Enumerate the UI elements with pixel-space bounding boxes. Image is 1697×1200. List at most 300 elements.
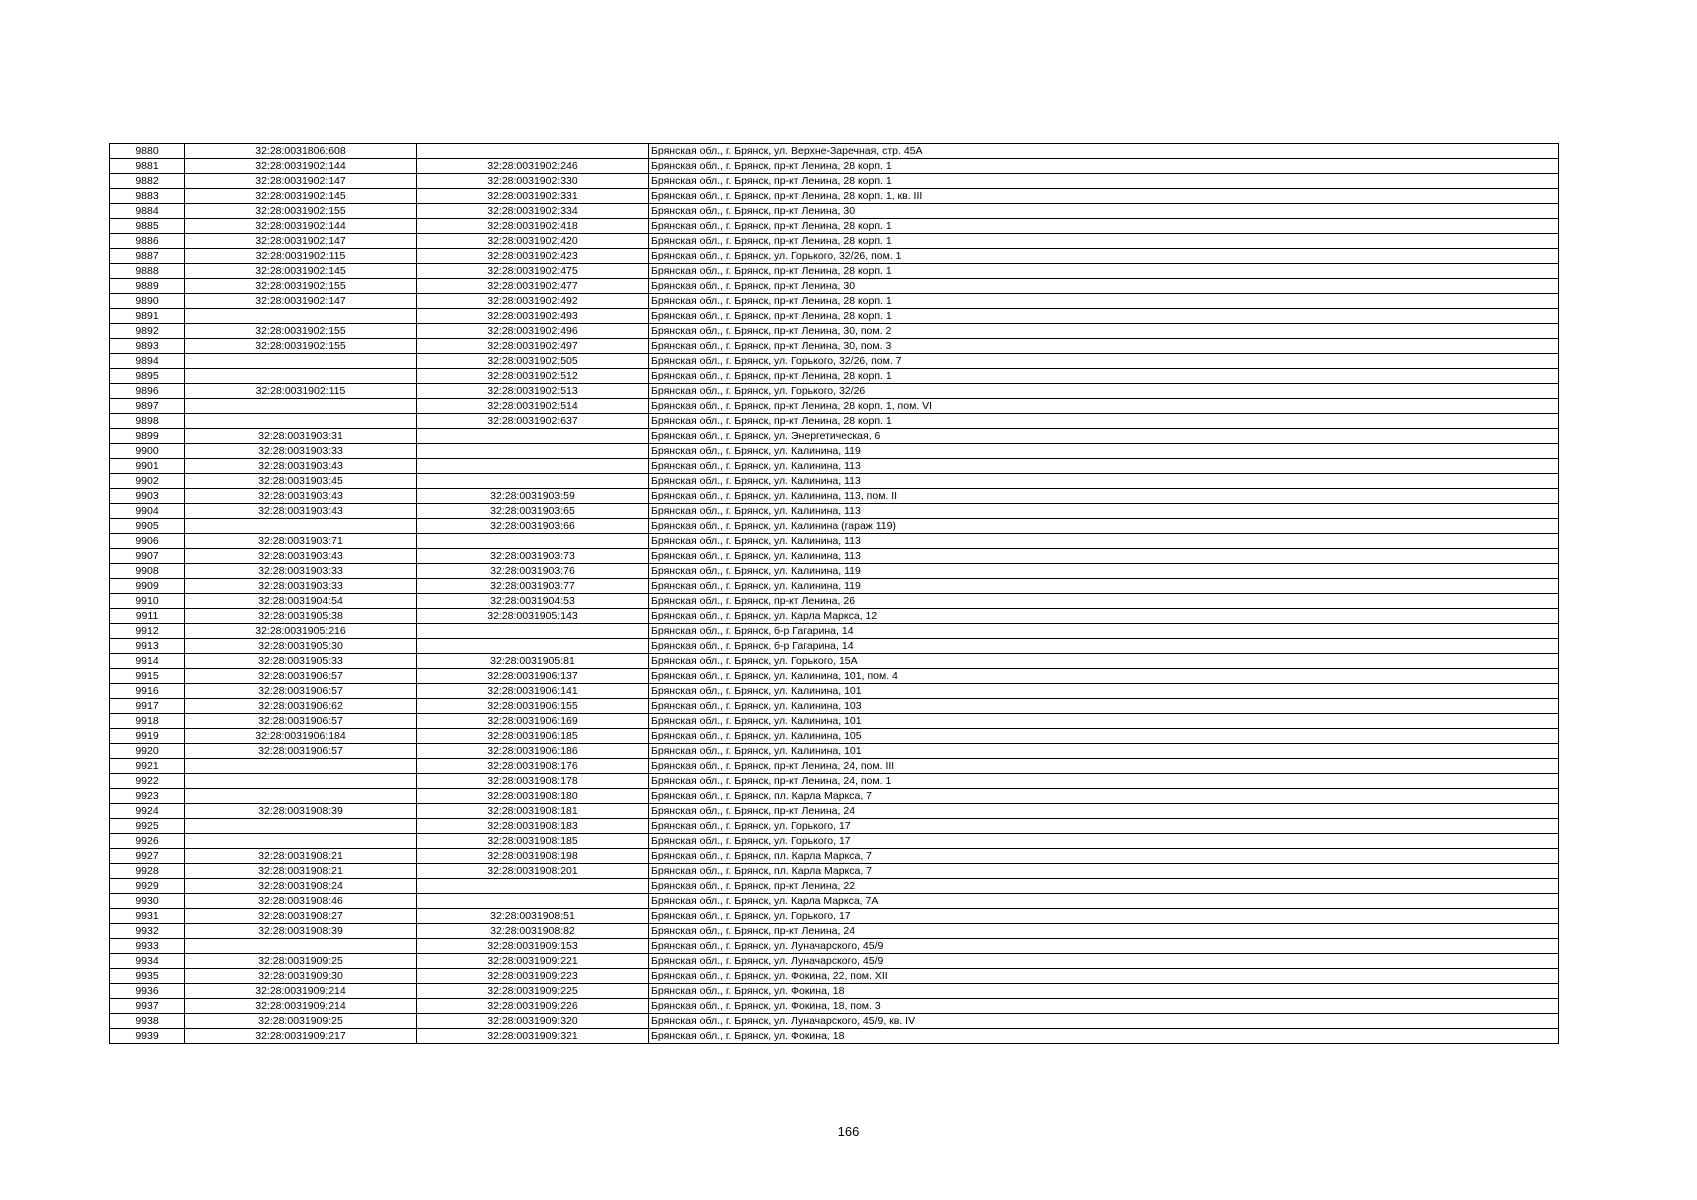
land-cadastral-number-cell: 32:28:0031909:214: [185, 999, 417, 1014]
address-cell: Брянская обл., г. Брянск, ул. Калинина, 119: [649, 444, 1559, 459]
land-cadastral-number-cell: 32:28:0031908:39: [185, 924, 417, 939]
land-cadastral-number-cell: 32:28:0031902:144: [185, 219, 417, 234]
address-cell: Брянская обл., г. Брянск, пл. Карла Маркса, 7: [649, 789, 1559, 804]
land-cadastral-number-cell: 32:28:0031906:57: [185, 744, 417, 759]
land-cadastral-number-cell: 32:28:0031902:155: [185, 204, 417, 219]
address-cell: Брянская обл., г. Брянск, пр-кт Ленина, 28 корп. 1, пом. VI: [649, 399, 1559, 414]
address-cell: Брянская обл., г. Брянск, пр-кт Ленина, 28 корп. 1: [649, 369, 1559, 384]
object-cadastral-number-cell: 32:28:0031902:420: [417, 234, 649, 249]
address-cell: Брянская обл., г. Брянск, ул. Фокина, 18: [649, 1029, 1559, 1044]
row-number-cell: 9935: [110, 969, 185, 984]
address-cell: Брянская обл., г. Брянск, ул. Карла Маркса, 7А: [649, 894, 1559, 909]
object-cadastral-number-cell: 32:28:0031902:512: [417, 369, 649, 384]
address-cell: Брянская обл., г. Брянск, ул. Калинина, 113: [649, 474, 1559, 489]
table-row: [110, 759, 1559, 774]
table-row: [110, 894, 1559, 909]
land-cadastral-number-cell: 32:28:0031903:71: [185, 534, 417, 549]
object-cadastral-number-cell: 32:28:0031906:155: [417, 699, 649, 714]
address-cell: Брянская обл., г. Брянск, ул. Горького, 17: [649, 909, 1559, 924]
object-cadastral-number-cell: 32:28:0031902:492: [417, 294, 649, 309]
address-cell: Брянская обл., г. Брянск, пр-кт Ленина, 28 корп. 1: [649, 309, 1559, 324]
table-row: [110, 654, 1559, 669]
object-cadastral-number-cell: 32:28:0031902:330: [417, 174, 649, 189]
table-row: [110, 669, 1559, 684]
table-row: [110, 339, 1559, 354]
land-cadastral-number-cell: 32:28:0031909:30: [185, 969, 417, 984]
object-cadastral-number-cell: [417, 639, 649, 654]
address-cell: Брянская обл., г. Брянск, ул. Горького, 15А: [649, 654, 1559, 669]
row-number-cell: 9910: [110, 594, 185, 609]
object-cadastral-number-cell: 32:28:0031902:334: [417, 204, 649, 219]
table-row: [110, 684, 1559, 699]
object-cadastral-number-cell: 32:28:0031902:497: [417, 339, 649, 354]
table-row: [110, 939, 1559, 954]
table-row: [110, 354, 1559, 369]
row-number-cell: 9926: [110, 834, 185, 849]
object-cadastral-number-cell: 32:28:0031908:185: [417, 834, 649, 849]
land-cadastral-number-cell: 32:28:0031908:46: [185, 894, 417, 909]
row-number-cell: 9929: [110, 879, 185, 894]
land-cadastral-number-cell: 32:28:0031909:217: [185, 1029, 417, 1044]
row-number-cell: 9915: [110, 669, 185, 684]
object-cadastral-number-cell: 32:28:0031902:475: [417, 264, 649, 279]
land-cadastral-number-cell: [185, 819, 417, 834]
land-cadastral-number-cell: [185, 774, 417, 789]
table-row: [110, 744, 1559, 759]
table-row: [110, 309, 1559, 324]
table-row: [110, 279, 1559, 294]
object-cadastral-number-cell: 32:28:0031909:320: [417, 1014, 649, 1029]
object-cadastral-number-cell: 32:28:0031906:137: [417, 669, 649, 684]
land-cadastral-number-cell: 32:28:0031906:57: [185, 714, 417, 729]
table-row: [110, 189, 1559, 204]
land-cadastral-number-cell: 32:28:0031902:155: [185, 339, 417, 354]
object-cadastral-number-cell: 32:28:0031909:321: [417, 1029, 649, 1044]
land-cadastral-number-cell: 32:28:0031902:147: [185, 234, 417, 249]
row-number-cell: 9914: [110, 654, 185, 669]
table-row: [110, 1029, 1559, 1044]
address-cell: Брянская обл., г. Брянск, пр-кт Ленина, 28 корп. 1, кв. III: [649, 189, 1559, 204]
address-cell: Брянская обл., г. Брянск, пр-кт Ленина, 28 корп. 1: [649, 414, 1559, 429]
table-row: [110, 204, 1559, 219]
row-number-cell: 9924: [110, 804, 185, 819]
table-row: [110, 1014, 1559, 1029]
land-cadastral-number-cell: 32:28:0031902:155: [185, 324, 417, 339]
table-row: [110, 294, 1559, 309]
table-row: [110, 369, 1559, 384]
row-number-cell: 9900: [110, 444, 185, 459]
object-cadastral-number-cell: 32:28:0031902:418: [417, 219, 649, 234]
object-cadastral-number-cell: 32:28:0031906:169: [417, 714, 649, 729]
address-cell: Брянская обл., г. Брянск, ул. Луначарского, 45/9, кв. IV: [649, 1014, 1559, 1029]
row-number-cell: 9903: [110, 489, 185, 504]
table-row: [110, 549, 1559, 564]
land-cadastral-number-cell: [185, 399, 417, 414]
land-cadastral-number-cell: 32:28:0031902:147: [185, 174, 417, 189]
table-row: [110, 399, 1559, 414]
land-cadastral-number-cell: [185, 939, 417, 954]
table-row: [110, 504, 1559, 519]
table-row: [110, 699, 1559, 714]
object-cadastral-number-cell: 32:28:0031902:493: [417, 309, 649, 324]
object-cadastral-number-cell: 32:28:0031908:82: [417, 924, 649, 939]
land-cadastral-number-cell: 32:28:0031902:145: [185, 264, 417, 279]
object-cadastral-number-cell: [417, 444, 649, 459]
object-cadastral-number-cell: 32:28:0031908:51: [417, 909, 649, 924]
land-cadastral-number-cell: [185, 414, 417, 429]
address-cell: Брянская обл., г. Брянск, пр-кт Ленина, 30, пом. 3: [649, 339, 1559, 354]
address-cell: Брянская обл., г. Брянск, ул. Калинина (гараж 119): [649, 519, 1559, 534]
table-row: [110, 519, 1559, 534]
row-number-cell: 9920: [110, 744, 185, 759]
row-number-cell: 9930: [110, 894, 185, 909]
table-row: [110, 969, 1559, 984]
row-number-cell: 9882: [110, 174, 185, 189]
address-cell: Брянская обл., г. Брянск, пр-кт Ленина, 28 корп. 1: [649, 159, 1559, 174]
table-row: [110, 534, 1559, 549]
address-cell: Брянская обл., г. Брянск, пр-кт Ленина, 30: [649, 204, 1559, 219]
land-cadastral-number-cell: 32:28:0031905:33: [185, 654, 417, 669]
land-cadastral-number-cell: 32:28:0031903:33: [185, 564, 417, 579]
object-cadastral-number-cell: 32:28:0031902:637: [417, 414, 649, 429]
table-row: [110, 159, 1559, 174]
land-cadastral-number-cell: 32:28:0031902:115: [185, 249, 417, 264]
address-cell: Брянская обл., г. Брянск, б-р Гагарина, 14: [649, 624, 1559, 639]
land-cadastral-number-cell: 32:28:0031908:21: [185, 849, 417, 864]
address-cell: Брянская обл., г. Брянск, ул. Калинина, 101, пом. 4: [649, 669, 1559, 684]
object-cadastral-number-cell: 32:28:0031902:246: [417, 159, 649, 174]
object-cadastral-number-cell: 32:28:0031906:185: [417, 729, 649, 744]
land-cadastral-number-cell: 32:28:0031903:43: [185, 489, 417, 504]
row-number-cell: 9912: [110, 624, 185, 639]
land-cadastral-number-cell: 32:28:0031806:608: [185, 144, 417, 159]
land-cadastral-number-cell: 32:28:0031905:30: [185, 639, 417, 654]
object-cadastral-number-cell: 32:28:0031908:181: [417, 804, 649, 819]
page-number: 166: [837, 1124, 860, 1139]
object-cadastral-number-cell: 32:28:0031903:77: [417, 579, 649, 594]
row-number-cell: 9933: [110, 939, 185, 954]
row-number-cell: 9932: [110, 924, 185, 939]
table-row: [110, 249, 1559, 264]
address-cell: Брянская обл., г. Брянск, ул. Калинина, 113: [649, 549, 1559, 564]
object-cadastral-number-cell: 32:28:0031908:183: [417, 819, 649, 834]
land-cadastral-number-cell: 32:28:0031906:62: [185, 699, 417, 714]
row-number-cell: 9889: [110, 279, 185, 294]
table-row: [110, 594, 1559, 609]
row-number-cell: 9918: [110, 714, 185, 729]
land-cadastral-number-cell: [185, 789, 417, 804]
address-cell: Брянская обл., г. Брянск, ул. Фокина, 18, пом. 3: [649, 999, 1559, 1014]
table-row: [110, 624, 1559, 639]
land-cadastral-number-cell: 32:28:0031909:214: [185, 984, 417, 999]
table-row: [110, 909, 1559, 924]
row-number-cell: 9904: [110, 504, 185, 519]
row-number-cell: 9897: [110, 399, 185, 414]
land-cadastral-number-cell: 32:28:0031903:33: [185, 444, 417, 459]
address-cell: Брянская обл., г. Брянск, пр-кт Ленина, 24: [649, 924, 1559, 939]
address-cell: Брянская обл., г. Брянск, ул. Горького, 17: [649, 819, 1559, 834]
object-cadastral-number-cell: 32:28:0031909:223: [417, 969, 649, 984]
row-number-cell: 9913: [110, 639, 185, 654]
land-cadastral-number-cell: 32:28:0031908:24: [185, 879, 417, 894]
object-cadastral-number-cell: [417, 879, 649, 894]
land-cadastral-number-cell: [185, 309, 417, 324]
address-cell: Брянская обл., г. Брянск, ул. Калинина, 119: [649, 564, 1559, 579]
address-cell: Брянская обл., г. Брянск, ул. Луначарского, 45/9: [649, 954, 1559, 969]
address-cell: Брянская обл., г. Брянск, пр-кт Ленина, 28 корп. 1: [649, 174, 1559, 189]
address-cell: Брянская обл., г. Брянск, ул. Горького, 17: [649, 834, 1559, 849]
object-cadastral-number-cell: 32:28:0031908:180: [417, 789, 649, 804]
row-number-cell: 9934: [110, 954, 185, 969]
object-cadastral-number-cell: 32:28:0031902:423: [417, 249, 649, 264]
row-number-cell: 9908: [110, 564, 185, 579]
row-number-cell: 9931: [110, 909, 185, 924]
object-cadastral-number-cell: 32:28:0031903:59: [417, 489, 649, 504]
land-cadastral-number-cell: 32:28:0031905:38: [185, 609, 417, 624]
table-row: [110, 234, 1559, 249]
address-cell: Брянская обл., г. Брянск, пр-кт Ленина, 24: [649, 804, 1559, 819]
address-cell: Брянская обл., г. Брянск, ул. Горького, 32/26, пом. 7: [649, 354, 1559, 369]
table-row: [110, 864, 1559, 879]
address-cell: Брянская обл., г. Брянск, ул. Калинина, 101: [649, 714, 1559, 729]
table-row: [110, 324, 1559, 339]
land-cadastral-number-cell: [185, 369, 417, 384]
row-number-cell: 9917: [110, 699, 185, 714]
table-row: [110, 609, 1559, 624]
land-cadastral-number-cell: 32:28:0031906:57: [185, 684, 417, 699]
object-cadastral-number-cell: [417, 459, 649, 474]
table-row: [110, 834, 1559, 849]
land-cadastral-number-cell: 32:28:0031903:31: [185, 429, 417, 444]
object-cadastral-number-cell: 32:28:0031903:65: [417, 504, 649, 519]
land-cadastral-number-cell: 32:28:0031903:43: [185, 459, 417, 474]
object-cadastral-number-cell: 32:28:0031909:226: [417, 999, 649, 1014]
land-cadastral-number-cell: 32:28:0031906:184: [185, 729, 417, 744]
table-row: [110, 414, 1559, 429]
table-row: [110, 564, 1559, 579]
address-cell: Брянская обл., г. Брянск, ул. Фокина, 22, пом. XII: [649, 969, 1559, 984]
table-row: [110, 804, 1559, 819]
table-row: [110, 459, 1559, 474]
object-cadastral-number-cell: 32:28:0031902:505: [417, 354, 649, 369]
object-cadastral-number-cell: [417, 894, 649, 909]
address-cell: Брянская обл., г. Брянск, ул. Карла Маркса, 12: [649, 609, 1559, 624]
row-number-cell: 9881: [110, 159, 185, 174]
object-cadastral-number-cell: 32:28:0031908:198: [417, 849, 649, 864]
address-cell: Брянская обл., г. Брянск, пр-кт Ленина, 26: [649, 594, 1559, 609]
address-cell: Брянская обл., г. Брянск, ул. Калинина, 105: [649, 729, 1559, 744]
address-cell: Брянская обл., г. Брянск, ул. Калинина, 113: [649, 504, 1559, 519]
object-cadastral-number-cell: [417, 534, 649, 549]
address-cell: Брянская обл., г. Брянск, пр-кт Ленина, 28 корп. 1: [649, 264, 1559, 279]
row-number-cell: 9906: [110, 534, 185, 549]
row-number-cell: 9936: [110, 984, 185, 999]
object-cadastral-number-cell: 32:28:0031903:66: [417, 519, 649, 534]
row-number-cell: 9922: [110, 774, 185, 789]
table-row: [110, 954, 1559, 969]
address-cell: Брянская обл., г. Брянск, б-р Гагарина, 14: [649, 639, 1559, 654]
row-number-cell: 9886: [110, 234, 185, 249]
row-number-cell: 9885: [110, 219, 185, 234]
object-cadastral-number-cell: 32:28:0031904:53: [417, 594, 649, 609]
address-cell: Брянская обл., г. Брянск, ул. Калинина, 101: [649, 684, 1559, 699]
row-number-cell: 9898: [110, 414, 185, 429]
address-cell: Брянская обл., г. Брянск, ул. Калинина, 113: [649, 534, 1559, 549]
table-row: [110, 819, 1559, 834]
object-cadastral-number-cell: [417, 429, 649, 444]
address-cell: Брянская обл., г. Брянск, ул. Калинина, 113, пом. II: [649, 489, 1559, 504]
object-cadastral-number-cell: 32:28:0031906:186: [417, 744, 649, 759]
row-number-cell: 9895: [110, 369, 185, 384]
table-row: [110, 879, 1559, 894]
land-cadastral-number-cell: 32:28:0031908:27: [185, 909, 417, 924]
address-cell: Брянская обл., г. Брянск, ул. Энергетическая, 6: [649, 429, 1559, 444]
table-row: [110, 639, 1559, 654]
table-row: [110, 174, 1559, 189]
object-cadastral-number-cell: 32:28:0031909:221: [417, 954, 649, 969]
table-row: [110, 984, 1559, 999]
row-number-cell: 9888: [110, 264, 185, 279]
object-cadastral-number-cell: 32:28:0031902:331: [417, 189, 649, 204]
address-cell: Брянская обл., г. Брянск, ул. Калинина, 103: [649, 699, 1559, 714]
object-cadastral-number-cell: [417, 474, 649, 489]
row-number-cell: 9899: [110, 429, 185, 444]
land-cadastral-number-cell: [185, 519, 417, 534]
object-cadastral-number-cell: 32:28:0031909:225: [417, 984, 649, 999]
land-cadastral-number-cell: [185, 834, 417, 849]
table-row: [110, 219, 1559, 234]
address-cell: Брянская обл., г. Брянск, пр-кт Ленина, 28 корп. 1: [649, 219, 1559, 234]
table-row: [110, 474, 1559, 489]
address-cell: Брянская обл., г. Брянск, пл. Карла Маркса, 7: [649, 849, 1559, 864]
table-row: [110, 999, 1559, 1014]
row-number-cell: 9905: [110, 519, 185, 534]
land-cadastral-number-cell: 32:28:0031902:115: [185, 384, 417, 399]
object-cadastral-number-cell: 32:28:0031902:477: [417, 279, 649, 294]
row-number-cell: 9919: [110, 729, 185, 744]
address-cell: Брянская обл., г. Брянск, пр-кт Ленина, 24, пом. III: [649, 759, 1559, 774]
row-number-cell: 9937: [110, 999, 185, 1014]
address-cell: Брянская обл., г. Брянск, ул. Калинина, 119: [649, 579, 1559, 594]
address-cell: Брянская обл., г. Брянск, пр-кт Ленина, 28 корп. 1: [649, 294, 1559, 309]
table-row: [110, 849, 1559, 864]
land-cadastral-number-cell: 32:28:0031906:57: [185, 669, 417, 684]
object-cadastral-number-cell: [417, 144, 649, 159]
address-cell: Брянская обл., г. Брянск, пр-кт Ленина, 30, пом. 2: [649, 324, 1559, 339]
land-cadastral-number-cell: 32:28:0031905:216: [185, 624, 417, 639]
land-cadastral-number-cell: 32:28:0031903:45: [185, 474, 417, 489]
table-row: [110, 444, 1559, 459]
object-cadastral-number-cell: 32:28:0031905:143: [417, 609, 649, 624]
address-cell: Брянская обл., г. Брянск, пр-кт Ленина, 28 корп. 1: [649, 234, 1559, 249]
land-cadastral-number-cell: 32:28:0031909:25: [185, 1014, 417, 1029]
object-cadastral-number-cell: 32:28:0031906:141: [417, 684, 649, 699]
row-number-cell: 9887: [110, 249, 185, 264]
row-number-cell: 9891: [110, 309, 185, 324]
row-number-cell: 9884: [110, 204, 185, 219]
object-cadastral-number-cell: 32:28:0031902:514: [417, 399, 649, 414]
table-row: [110, 264, 1559, 279]
land-cadastral-number-cell: 32:28:0031903:43: [185, 549, 417, 564]
address-cell: Брянская обл., г. Брянск, ул. Верхне-Заречная, стр. 45А: [649, 144, 1559, 159]
land-cadastral-number-cell: [185, 759, 417, 774]
land-cadastral-number-cell: 32:28:0031902:145: [185, 189, 417, 204]
object-cadastral-number-cell: 32:28:0031903:76: [417, 564, 649, 579]
table-row: [110, 579, 1559, 594]
table-row: [110, 144, 1559, 159]
row-number-cell: 9902: [110, 474, 185, 489]
address-cell: Брянская обл., г. Брянск, ул. Фокина, 18: [649, 984, 1559, 999]
land-cadastral-number-cell: 32:28:0031904:54: [185, 594, 417, 609]
table-row: [110, 774, 1559, 789]
object-cadastral-number-cell: 32:28:0031909:153: [417, 939, 649, 954]
object-cadastral-number-cell: 32:28:0031903:73: [417, 549, 649, 564]
row-number-cell: 9890: [110, 294, 185, 309]
land-cadastral-number-cell: 32:28:0031909:25: [185, 954, 417, 969]
row-number-cell: 9896: [110, 384, 185, 399]
table-row: [110, 714, 1559, 729]
row-number-cell: 9901: [110, 459, 185, 474]
table-row: [110, 924, 1559, 939]
object-cadastral-number-cell: [417, 624, 649, 639]
table-row: [110, 729, 1559, 744]
row-number-cell: 9927: [110, 849, 185, 864]
cadastral-table: [109, 143, 1559, 1044]
object-cadastral-number-cell: 32:28:0031905:81: [417, 654, 649, 669]
address-cell: Брянская обл., г. Брянск, пр-кт Ленина, 22: [649, 879, 1559, 894]
table-row: [110, 429, 1559, 444]
address-cell: Брянская обл., г. Брянск, пр-кт Ленина, 30: [649, 279, 1559, 294]
land-cadastral-number-cell: 32:28:0031903:43: [185, 504, 417, 519]
row-number-cell: 9938: [110, 1014, 185, 1029]
row-number-cell: 9928: [110, 864, 185, 879]
object-cadastral-number-cell: 32:28:0031908:178: [417, 774, 649, 789]
row-number-cell: 9894: [110, 354, 185, 369]
row-number-cell: 9893: [110, 339, 185, 354]
land-cadastral-number-cell: 32:28:0031903:33: [185, 579, 417, 594]
address-cell: Брянская обл., г. Брянск, ул. Калинина, 113: [649, 459, 1559, 474]
row-number-cell: 9916: [110, 684, 185, 699]
row-number-cell: 9911: [110, 609, 185, 624]
address-cell: Брянская обл., г. Брянск, пр-кт Ленина, 24, пом. 1: [649, 774, 1559, 789]
land-cadastral-number-cell: 32:28:0031902:147: [185, 294, 417, 309]
row-number-cell: 9909: [110, 579, 185, 594]
object-cadastral-number-cell: 32:28:0031902:496: [417, 324, 649, 339]
row-number-cell: 9925: [110, 819, 185, 834]
row-number-cell: 9880: [110, 144, 185, 159]
row-number-cell: 9923: [110, 789, 185, 804]
land-cadastral-number-cell: 32:28:0031908:21: [185, 864, 417, 879]
address-cell: Брянская обл., г. Брянск, ул. Горького, 32/26, пом. 1: [649, 249, 1559, 264]
table-row: [110, 384, 1559, 399]
land-cadastral-number-cell: [185, 354, 417, 369]
row-number-cell: 9921: [110, 759, 185, 774]
object-cadastral-number-cell: 32:28:0031908:201: [417, 864, 649, 879]
address-cell: Брянская обл., г. Брянск, ул. Луначарского, 45/9: [649, 939, 1559, 954]
object-cadastral-number-cell: 32:28:0031902:513: [417, 384, 649, 399]
address-cell: Брянская обл., г. Брянск, ул. Калинина, 101: [649, 744, 1559, 759]
row-number-cell: 9892: [110, 324, 185, 339]
address-cell: Брянская обл., г. Брянск, пл. Карла Маркса, 7: [649, 864, 1559, 879]
table-row: [110, 789, 1559, 804]
object-cadastral-number-cell: 32:28:0031908:176: [417, 759, 649, 774]
address-cell: Брянская обл., г. Брянск, ул. Горького, 32/26: [649, 384, 1559, 399]
land-cadastral-number-cell: 32:28:0031908:39: [185, 804, 417, 819]
table-row: [110, 489, 1559, 504]
row-number-cell: 9883: [110, 189, 185, 204]
row-number-cell: 9939: [110, 1029, 185, 1044]
land-cadastral-number-cell: 32:28:0031902:144: [185, 159, 417, 174]
